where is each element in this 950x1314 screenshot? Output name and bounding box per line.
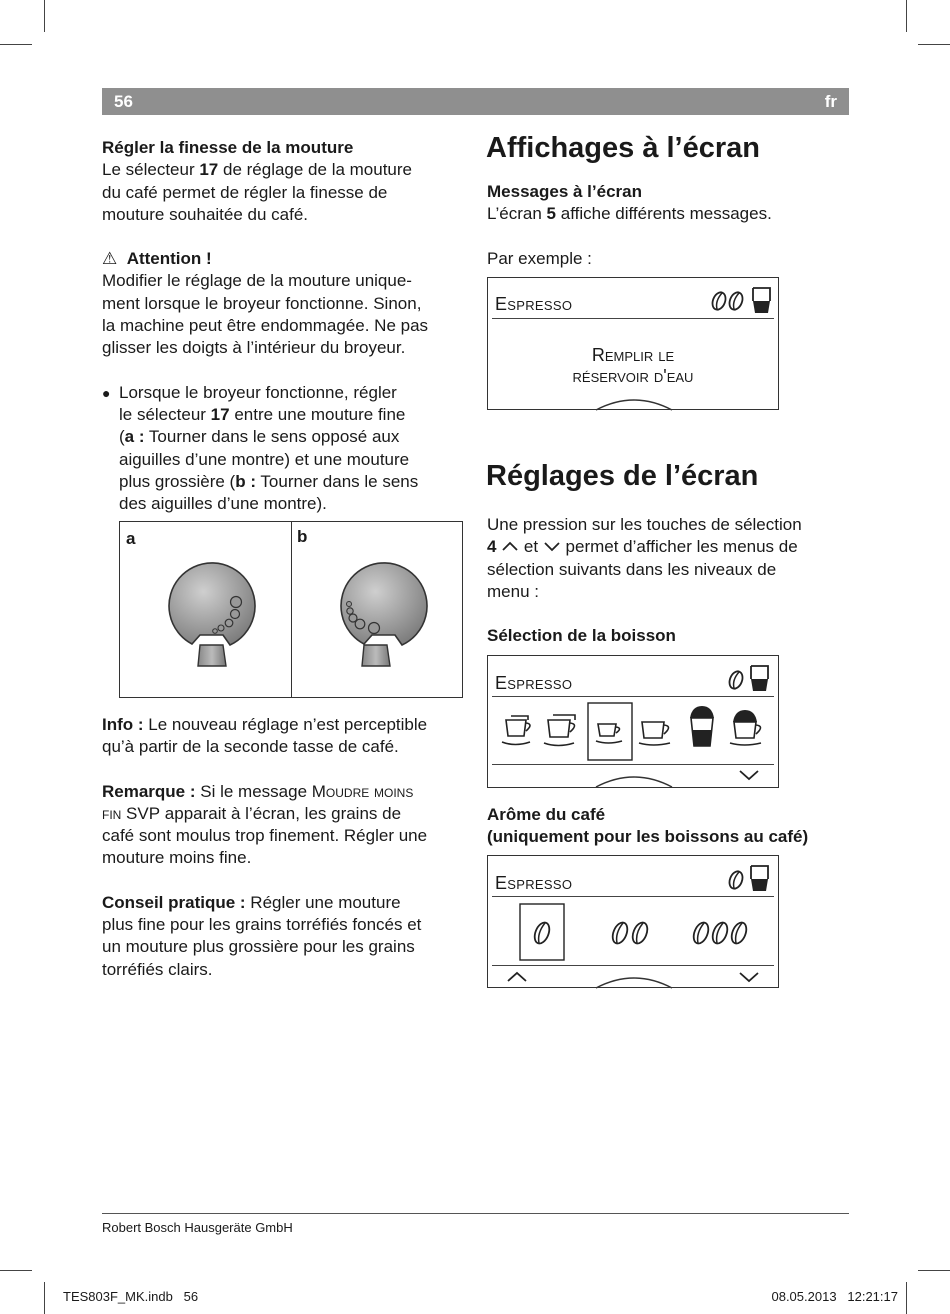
lcd-message-line: Remplir le bbox=[591, 345, 675, 365]
crop-mark bbox=[918, 1270, 950, 1271]
crop-mark bbox=[0, 1270, 32, 1271]
attention-heading: ⚠ Attention ! bbox=[102, 249, 212, 269]
lcd-nav-row bbox=[488, 765, 780, 789]
lcd-message bbox=[488, 345, 778, 387]
lcd-title: Espresso bbox=[495, 294, 573, 314]
crop-mark bbox=[906, 1282, 907, 1314]
bean-icon bbox=[727, 290, 745, 311]
lcd-divider bbox=[492, 318, 774, 319]
grind-text-line: mouture souhaitée du café. bbox=[102, 204, 309, 224]
lcd-message-line: réservoir d'eau bbox=[572, 366, 694, 386]
lcd-drink-selection bbox=[487, 655, 779, 788]
figure-label-b: b bbox=[297, 527, 308, 546]
settings-line: sélection suivants dans les niveaux de bbox=[487, 559, 777, 579]
cup-size-icon bbox=[751, 666, 768, 691]
strong-aroma-icon bbox=[691, 920, 749, 945]
crop-mark bbox=[0, 44, 32, 45]
crop-mark bbox=[44, 0, 45, 32]
grind-text-line: du café permet de régler la finesse de bbox=[102, 182, 388, 202]
attention-line: glisser les doigts à l’intérieur du broyeur. bbox=[102, 338, 406, 358]
settings-line: Une pression sur les touches de sélection bbox=[487, 515, 802, 534]
tip-line: torréfiés clairs. bbox=[102, 959, 213, 979]
settings-section bbox=[487, 514, 857, 647]
messages-section bbox=[487, 181, 857, 270]
bean-icon bbox=[710, 290, 728, 311]
double-espresso-icon bbox=[502, 716, 530, 745]
settings-line: 4 et permet d’afficher les menus de bbox=[487, 537, 798, 557]
info-line: Info : Le nouveau réglage n’est perceptible bbox=[102, 715, 428, 734]
aroma-options bbox=[488, 900, 780, 964]
remark-line: fin SVP apparait à l’écran, les grains de bbox=[102, 803, 402, 823]
espresso-icon bbox=[596, 724, 622, 743]
settings-line: menu : bbox=[487, 581, 539, 601]
medium-aroma-icon bbox=[610, 920, 650, 945]
attention-line: ment lorsque le broyeur fonctionne. Sinon, bbox=[102, 293, 422, 313]
grinder-figure bbox=[119, 521, 463, 698]
dial-b-icon bbox=[341, 563, 427, 666]
figure-label-a: a bbox=[126, 529, 136, 548]
messages-text: L’écran 5 affiche différents messages. bbox=[487, 204, 772, 224]
lcd-nav-row bbox=[488, 966, 780, 990]
tip-line: Conseil pratique : Régler une mouture bbox=[102, 892, 401, 912]
selection-box bbox=[520, 904, 564, 960]
cup-size-icon bbox=[751, 866, 768, 891]
grind-text-line: Le sélecteur 17 de réglage de la mouture bbox=[102, 160, 413, 180]
lcd-status-icons bbox=[726, 663, 772, 693]
remark-line: Remarque : Si le message Moudre moins bbox=[102, 781, 414, 801]
chevron-down-icon bbox=[543, 540, 561, 552]
lcd-bottom-notch bbox=[488, 396, 780, 412]
heading-display: Affichages à l’écran bbox=[486, 132, 760, 164]
chevron-up-icon bbox=[501, 540, 519, 552]
page-number: 56 bbox=[114, 92, 133, 111]
lcd-aroma-selection bbox=[487, 855, 779, 988]
chevron-up-icon bbox=[508, 973, 526, 981]
chevron-down-icon bbox=[740, 973, 758, 981]
double-coffee-icon bbox=[544, 715, 575, 746]
lcd-status-icons bbox=[710, 285, 772, 315]
bullet-icon: ● bbox=[102, 384, 111, 401]
grind-heading: Régler la finesse de la mouture bbox=[102, 138, 354, 157]
attention-line: la machine peut être endommagée. Ne pas bbox=[102, 316, 429, 336]
lcd-divider bbox=[492, 896, 774, 897]
coffee-icon bbox=[639, 722, 670, 745]
crop-mark bbox=[918, 44, 950, 45]
tip-line: plus fine pour les grains torréfiés foncés et bbox=[102, 915, 422, 935]
bean-icon bbox=[727, 669, 745, 690]
language-code: fr bbox=[824, 92, 837, 111]
lcd-title: Espresso bbox=[495, 873, 573, 893]
left-column bbox=[102, 137, 472, 515]
bean-icon bbox=[727, 869, 745, 890]
remark-line: café sont moulus trop finement. Régler une bbox=[102, 826, 428, 846]
aroma-heading: Arôme du café (uniquement pour les boissons au café) bbox=[487, 805, 809, 847]
tip-line: un mouture plus grossière pour les grains bbox=[102, 937, 415, 957]
footer-divider bbox=[102, 1213, 849, 1214]
cup-size-icon bbox=[753, 288, 770, 313]
crop-mark bbox=[44, 1282, 45, 1314]
drink-heading: Sélection de la boisson bbox=[487, 626, 676, 646]
footer-company: Robert Bosch Hausgeräte GmbH bbox=[102, 1220, 293, 1235]
lcd-bottom-notch bbox=[596, 777, 672, 787]
footer-date: 08.05.2013 12:21:17 bbox=[771, 1289, 898, 1304]
warning-icon: ⚠ bbox=[102, 249, 118, 269]
chevron-down-icon bbox=[740, 771, 758, 779]
dial-a-icon bbox=[169, 563, 255, 666]
lcd-bottom-notch bbox=[596, 978, 672, 988]
remark-line: mouture moins fine. bbox=[102, 848, 252, 868]
crop-mark bbox=[906, 0, 907, 32]
grinder-dials-illustration bbox=[120, 522, 464, 699]
heading-settings: Réglages de l’écran bbox=[486, 460, 759, 492]
footer-file-info: TES803F_MK.indb 56 bbox=[63, 1289, 199, 1304]
left-column-notes bbox=[102, 714, 472, 981]
example-text: Par exemple : bbox=[487, 248, 592, 268]
lcd-divider bbox=[492, 696, 774, 697]
lcd-message-screen bbox=[487, 277, 779, 410]
info-line: qu’à partir de la seconde tasse de café. bbox=[102, 737, 399, 757]
latte-macchiato-icon bbox=[690, 706, 714, 746]
lcd-status-icons bbox=[726, 863, 772, 893]
mild-aroma-icon bbox=[532, 920, 552, 945]
messages-heading: Messages à l’écran bbox=[487, 182, 642, 201]
bullet-item: ● Lorsque le broyeur fonctionne, régler le sélecteur 17 entre une mouture fine (a : Tourner dans le sens opposé aux aiguilles d’une montre) et une mouture plus grossière (b : Tourner dans le sens des aiguilles d’une montre). bbox=[102, 382, 419, 514]
page-header-bar bbox=[102, 88, 849, 115]
selection-box bbox=[588, 703, 632, 760]
lcd-title: Espresso bbox=[495, 673, 573, 693]
attention-line: Modifier le réglage de la mouture unique- bbox=[102, 271, 412, 291]
cappuccino-icon bbox=[730, 710, 761, 745]
